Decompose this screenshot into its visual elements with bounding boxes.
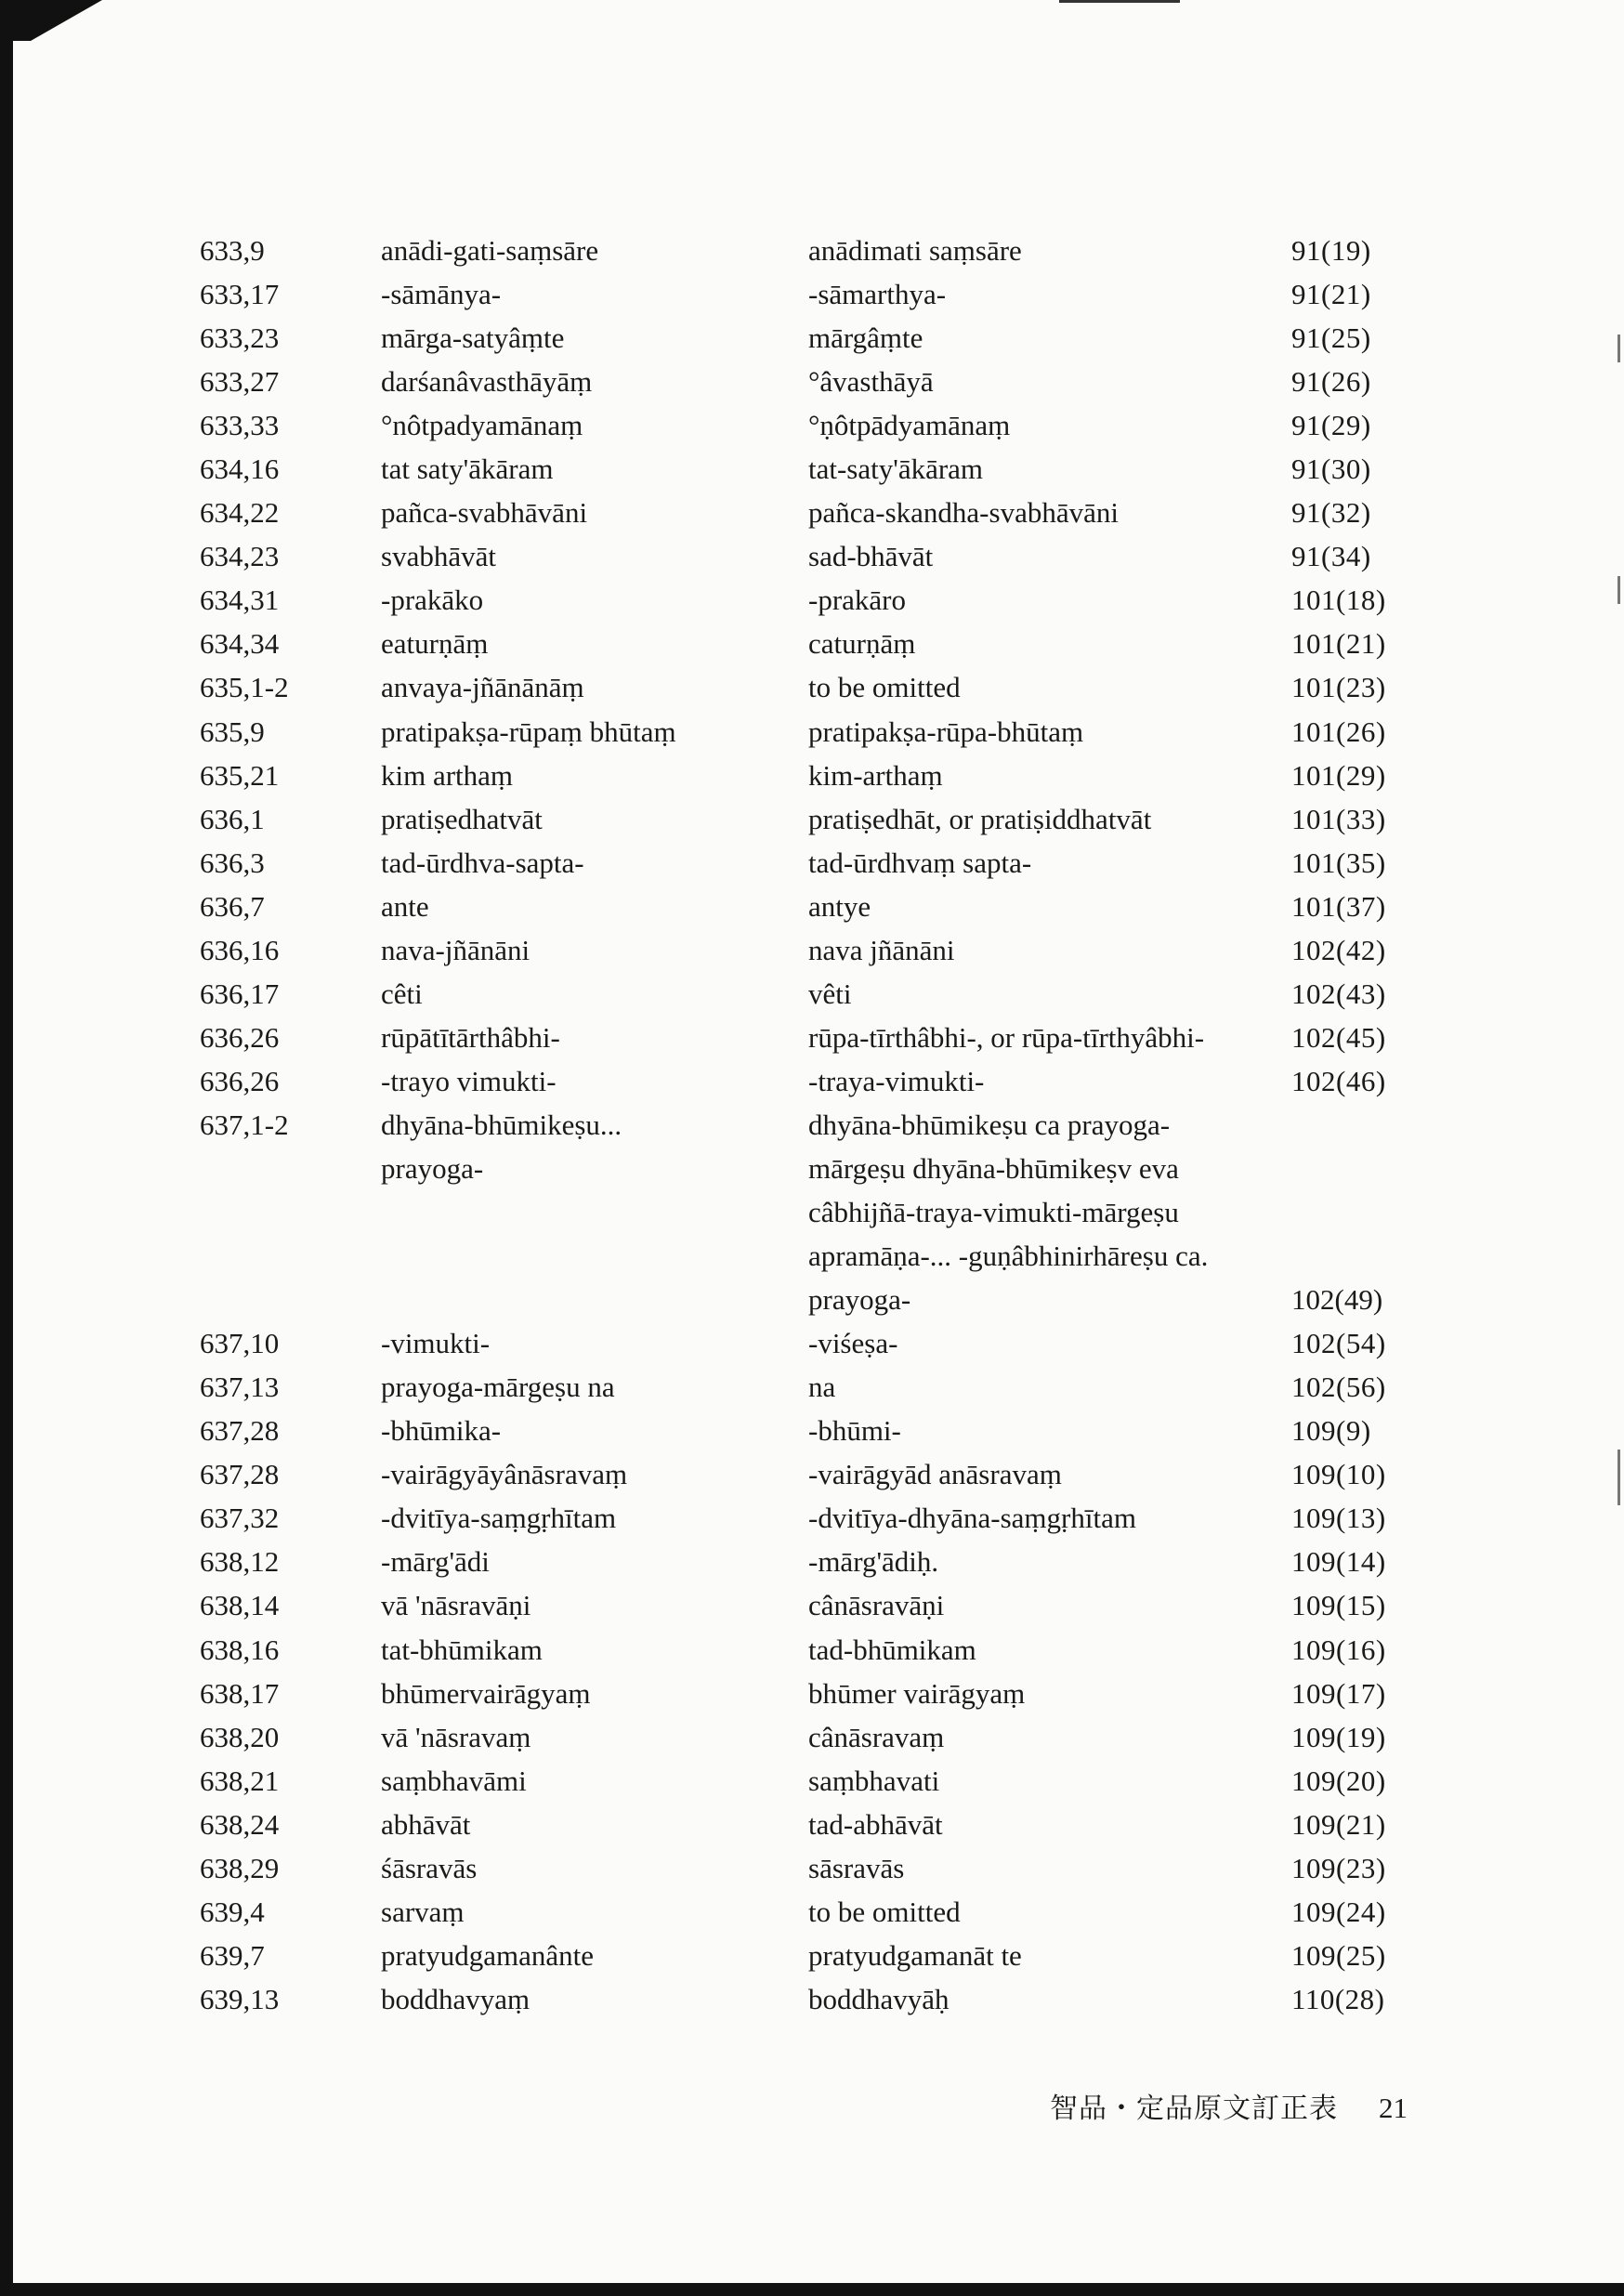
correction-cell: sāsravās bbox=[808, 1851, 905, 1884]
correction-cell: cânāsravaṃ bbox=[808, 1720, 945, 1753]
table-row bbox=[200, 360, 1426, 403]
ref-cell: 636,17 bbox=[200, 977, 280, 1010]
table-row bbox=[200, 534, 1426, 578]
correction-cell: -bhūmi- bbox=[808, 1414, 901, 1448]
table-row bbox=[200, 1715, 1426, 1759]
original-cell: pañca-svabhāvāni bbox=[381, 496, 588, 530]
ref-cell: 637,28 bbox=[200, 1458, 280, 1491]
ref-cell: 637,13 bbox=[200, 1371, 280, 1404]
correction-cell: na bbox=[808, 1371, 836, 1404]
page-cell: 109(19) bbox=[1291, 1720, 1386, 1753]
correction-line: dhyāna-bhūmikeṣu ca prayoga- bbox=[808, 1108, 1171, 1141]
correction-cell: -sāmarthya- bbox=[808, 278, 947, 311]
correction-cell: bhūmer vairāgyaṃ bbox=[808, 1676, 1026, 1710]
scan-tick bbox=[1617, 1450, 1620, 1505]
ref-cell: 636,26 bbox=[200, 1020, 280, 1054]
correction-cell: pañca-skandha-svabhāvāni bbox=[808, 496, 1119, 530]
original-cell: -vairāgyāyânāsravaṃ bbox=[381, 1458, 628, 1491]
ref-cell: 639,4 bbox=[200, 1895, 265, 1928]
page-cell: 109(10) bbox=[1291, 1458, 1386, 1491]
correction-table bbox=[200, 229, 1426, 2021]
original-cell: tad-ūrdhva-sapta- bbox=[381, 846, 584, 879]
page-cell: 101(26) bbox=[1291, 715, 1386, 748]
ref-cell: 635,1-2 bbox=[200, 671, 289, 704]
correction-line: mārgeṣu dhyāna-bhūmikeṣv eva bbox=[808, 1151, 1179, 1185]
ref-cell: 634,31 bbox=[200, 584, 280, 617]
original-cell: anādi-gati-saṃsāre bbox=[381, 234, 599, 268]
table-row bbox=[200, 622, 1426, 665]
original-cell: pratiṣedhatvāt bbox=[381, 802, 543, 835]
correction-cell: saṃbhavati bbox=[808, 1764, 940, 1797]
page-number: 21 bbox=[1379, 2092, 1408, 2124]
original-cell: cêti bbox=[381, 977, 423, 1010]
page-cell: 91(32) bbox=[1291, 496, 1371, 530]
correction-cell: rūpa-tīrthâbhi-, or rūpa-tīrthyâbhi- bbox=[808, 1020, 1205, 1054]
original-cell: -prakāko bbox=[381, 584, 484, 617]
ref-cell: 638,17 bbox=[200, 1676, 280, 1710]
ref-cell: 637,32 bbox=[200, 1502, 280, 1535]
page-cell: 102(42) bbox=[1291, 933, 1386, 966]
page-cell: 102(54) bbox=[1291, 1327, 1386, 1360]
scan-corner-top bbox=[0, 0, 102, 41]
page-cell: 91(21) bbox=[1291, 278, 1371, 311]
table-row bbox=[200, 1628, 1426, 1672]
ref-cell: 636,1 bbox=[200, 802, 265, 835]
table-row bbox=[200, 1759, 1426, 1803]
table-row bbox=[200, 1016, 1426, 1059]
original-cell: sarvaṃ bbox=[381, 1895, 465, 1928]
page-cell: 101(18) bbox=[1291, 584, 1386, 617]
ref-cell: 636,26 bbox=[200, 1064, 280, 1097]
original-cell: ante bbox=[381, 889, 429, 923]
page-cell: 102(56) bbox=[1291, 1371, 1386, 1404]
page-cell: 101(35) bbox=[1291, 846, 1386, 879]
original-cell: -trayo vimukti- bbox=[381, 1064, 557, 1097]
ref-cell: 634,22 bbox=[200, 496, 280, 530]
original-cell: -dvitīya-saṃgṛhītam bbox=[381, 1502, 617, 1535]
scan-tick bbox=[1617, 335, 1620, 362]
ref-cell: 633,9 bbox=[200, 234, 265, 268]
original-cell: anvaya-jñānānāṃ bbox=[381, 671, 584, 704]
ref-cell: 633,27 bbox=[200, 365, 280, 399]
correction-cell: antye bbox=[808, 889, 871, 923]
table-row bbox=[200, 403, 1426, 447]
page-cell: 91(25) bbox=[1291, 321, 1371, 355]
ref-cell: 636,16 bbox=[200, 933, 280, 966]
original-cell: prayoga-mārgeṣu na bbox=[381, 1371, 615, 1404]
original-line: dhyāna-bhūmikeṣu... bbox=[381, 1108, 622, 1141]
page-cell: 110(28) bbox=[1291, 1982, 1385, 2015]
ref-cell: 638,14 bbox=[200, 1589, 280, 1622]
original-cell: pratyudgamanânte bbox=[381, 1938, 594, 1972]
original-cell: abhāvāt bbox=[381, 1807, 471, 1841]
page-cell: 109(17) bbox=[1291, 1676, 1386, 1710]
table-row bbox=[200, 272, 1426, 316]
original-cell: vā 'nāsravaṃ bbox=[381, 1720, 531, 1753]
table-row bbox=[200, 710, 1426, 754]
correction-cell: anādimati saṃsāre bbox=[808, 234, 1022, 268]
table-row bbox=[200, 1672, 1426, 1715]
correction-cell: to be omitted bbox=[808, 1895, 961, 1928]
correction-cell: pratipakṣa-rūpa-bhūtaṃ bbox=[808, 715, 1084, 748]
correction-cell: pratiṣedhāt, or pratiṣiddhatvāt bbox=[808, 802, 1152, 835]
table-row bbox=[200, 491, 1426, 534]
page-cell: 102(49) bbox=[1291, 1283, 1383, 1317]
original-cell bbox=[381, 1103, 808, 1321]
ref-cell: 633,17 bbox=[200, 278, 280, 311]
table-row bbox=[200, 665, 1426, 709]
correction-cell: -traya-vimukti- bbox=[808, 1064, 985, 1097]
correction-cell: to be omitted bbox=[808, 671, 961, 704]
original-cell: tat saty'ākāram bbox=[381, 453, 554, 486]
original-cell: śāsravās bbox=[381, 1851, 478, 1884]
table-row bbox=[200, 316, 1426, 360]
original-line: prayoga- bbox=[381, 1151, 484, 1185]
correction-line: câbhijñā-traya-vimukti-mārgeṣu bbox=[808, 1196, 1179, 1229]
table-row bbox=[200, 885, 1426, 928]
table-row bbox=[200, 1452, 1426, 1496]
correction-cell: -mārg'ādiḥ. bbox=[808, 1545, 939, 1579]
correction-cell: vêti bbox=[808, 977, 852, 1010]
correction-line: prayoga- bbox=[808, 1283, 911, 1317]
ref-cell: 636,7 bbox=[200, 889, 265, 923]
ref-cell: 635,21 bbox=[200, 758, 280, 792]
ref-cell: 633,33 bbox=[200, 409, 280, 442]
running-title: 智品・定品原文訂正表 bbox=[1050, 2093, 1338, 2125]
page-cell: 101(21) bbox=[1291, 627, 1386, 661]
page-cell: 109(14) bbox=[1291, 1545, 1386, 1579]
table-row bbox=[200, 972, 1426, 1016]
page-cell: 91(19) bbox=[1291, 234, 1371, 268]
page-cell: 101(33) bbox=[1291, 802, 1386, 835]
correction-cell: pratyudgamanāt te bbox=[808, 1938, 1022, 1972]
ref-cell: 639,13 bbox=[200, 1982, 280, 2015]
ref-cell: 638,21 bbox=[200, 1764, 280, 1797]
ref-cell: 638,16 bbox=[200, 1633, 280, 1666]
original-cell: nava-jñānāni bbox=[381, 933, 530, 966]
table-row bbox=[200, 754, 1426, 797]
page-cell: 91(34) bbox=[1291, 540, 1371, 573]
original-cell: -mārg'ādi bbox=[381, 1545, 490, 1579]
page-cell: 109(24) bbox=[1291, 1895, 1386, 1928]
table-row bbox=[200, 1409, 1426, 1452]
original-cell: bhūmervairāgyaṃ bbox=[381, 1676, 591, 1710]
ref-cell: 637,1-2 bbox=[200, 1108, 289, 1141]
rows-after bbox=[200, 1321, 1426, 2021]
table-row bbox=[200, 1890, 1426, 1934]
original-cell: eaturṇāṃ bbox=[381, 627, 489, 661]
ref-cell: 635,9 bbox=[200, 715, 265, 748]
table-row bbox=[200, 229, 1426, 272]
page-cell: 109(21) bbox=[1291, 1807, 1386, 1841]
original-cell: darśanâvasthāyāṃ bbox=[381, 365, 593, 399]
ref-cell: 633,23 bbox=[200, 321, 280, 355]
original-cell: svabhāvāt bbox=[381, 540, 496, 573]
page-cell: 91(29) bbox=[1291, 409, 1371, 442]
page-cell: 102(45) bbox=[1291, 1020, 1386, 1054]
page-cell: 109(13) bbox=[1291, 1502, 1386, 1535]
table-row bbox=[200, 1059, 1426, 1103]
original-cell: mārga-satyâṃte bbox=[381, 321, 565, 355]
table-row bbox=[200, 1540, 1426, 1583]
original-cell: -vimukti- bbox=[381, 1327, 491, 1360]
ref-cell: 634,23 bbox=[200, 540, 280, 573]
ref-cell: 638,12 bbox=[200, 1545, 280, 1579]
table-row bbox=[200, 841, 1426, 885]
page-cell: 109(15) bbox=[1291, 1589, 1386, 1622]
original-cell: -bhūmika- bbox=[381, 1414, 502, 1448]
correction-cell: caturṇāṃ bbox=[808, 627, 916, 661]
table-row bbox=[200, 1365, 1426, 1409]
original-cell: rūpātītārthâbhi- bbox=[381, 1020, 560, 1054]
correction-line: apramāṇa-... -guṇâbhinirhāreṣu ca. bbox=[808, 1240, 1209, 1273]
correction-cell: -prakāro bbox=[808, 584, 906, 617]
table-row bbox=[200, 447, 1426, 491]
table-row bbox=[200, 1496, 1426, 1540]
correction-cell: kim-arthaṃ bbox=[808, 758, 943, 792]
ref-cell: 637,10 bbox=[200, 1327, 280, 1360]
correction-cell: tad-bhūmikam bbox=[808, 1633, 976, 1666]
correction-cell: tad-abhāvāt bbox=[808, 1807, 943, 1841]
page-cell: 109(16) bbox=[1291, 1633, 1386, 1666]
page-cell: 91(26) bbox=[1291, 365, 1371, 399]
page-cell: 101(29) bbox=[1291, 758, 1386, 792]
original-cell: saṃbhavāmi bbox=[381, 1764, 527, 1797]
page-cell: 109(20) bbox=[1291, 1764, 1386, 1797]
table-row bbox=[200, 1977, 1426, 2021]
table-row bbox=[200, 1803, 1426, 1846]
correction-cell: tat-saty'ākāram bbox=[808, 453, 984, 486]
original-cell: °nôtpadyamānaṃ bbox=[381, 409, 583, 442]
scan-line-top bbox=[1059, 0, 1180, 3]
original-cell: boddhavyaṃ bbox=[381, 1982, 530, 2015]
table-row bbox=[200, 797, 1426, 841]
ref-cell: 638,24 bbox=[200, 1807, 280, 1841]
table-row bbox=[200, 578, 1426, 622]
original-cell: vā 'nāsravāṇi bbox=[381, 1589, 531, 1622]
page-cell: 102(43) bbox=[1291, 977, 1386, 1010]
page-cell: 109(25) bbox=[1291, 1938, 1386, 1972]
ref-cell: 634,16 bbox=[200, 453, 280, 486]
ref-cell: 637,28 bbox=[200, 1414, 280, 1448]
original-cell: pratipakṣa-rūpaṃ bhūtaṃ bbox=[381, 715, 676, 748]
original-cell: tat-bhūmikam bbox=[381, 1633, 543, 1666]
scan-edge-left bbox=[0, 0, 13, 2296]
ref-cell: 638,29 bbox=[200, 1851, 280, 1884]
table-row bbox=[200, 1321, 1426, 1365]
table-row bbox=[200, 1846, 1426, 1890]
scan-tick bbox=[1617, 576, 1620, 604]
ref-cell: 638,20 bbox=[200, 1720, 280, 1753]
correction-cell: °âvasthāyā bbox=[808, 365, 934, 399]
original-cell: kim arthaṃ bbox=[381, 758, 514, 792]
table-row bbox=[200, 1934, 1426, 1977]
page-cell: 101(37) bbox=[1291, 889, 1386, 923]
correction-cell bbox=[808, 1103, 1291, 1321]
page-cell: 101(23) bbox=[1291, 671, 1386, 704]
correction-cell: nava jñānāni bbox=[808, 933, 955, 966]
table-row bbox=[200, 928, 1426, 972]
original-cell: -sāmānya- bbox=[381, 278, 502, 311]
page-cell: 109(23) bbox=[1291, 1851, 1386, 1884]
rows-before bbox=[200, 229, 1426, 1103]
ref-cell: 639,7 bbox=[200, 1938, 265, 1972]
correction-cell: mārgâṃte bbox=[808, 321, 923, 355]
table-row bbox=[200, 1583, 1426, 1627]
correction-cell: -viśeṣa- bbox=[808, 1327, 898, 1360]
page-footer bbox=[1050, 2087, 1440, 2130]
scan-edge-bottom bbox=[0, 2283, 1624, 2296]
correction-cell: -dvitīya-dhyāna-saṃgṛhītam bbox=[808, 1502, 1136, 1535]
page-cell: 109(9) bbox=[1291, 1414, 1371, 1448]
page-cell: 91(30) bbox=[1291, 453, 1371, 486]
correction-cell: cânāsravāṇi bbox=[808, 1589, 945, 1622]
correction-cell: tad-ūrdhvaṃ sapta- bbox=[808, 846, 1032, 879]
page-cell: 102(46) bbox=[1291, 1064, 1386, 1097]
correction-cell: °ṇôtpādyamānaṃ bbox=[808, 409, 1011, 442]
correction-cell: -vairāgyād anāsravaṃ bbox=[808, 1458, 1062, 1491]
correction-cell: boddhavyāḥ bbox=[808, 1982, 950, 2015]
table-row-multiline bbox=[200, 1103, 1426, 1321]
ref-cell: 634,34 bbox=[200, 627, 280, 661]
correction-cell: sad-bhāvāt bbox=[808, 540, 934, 573]
ref-cell: 636,3 bbox=[200, 846, 265, 879]
